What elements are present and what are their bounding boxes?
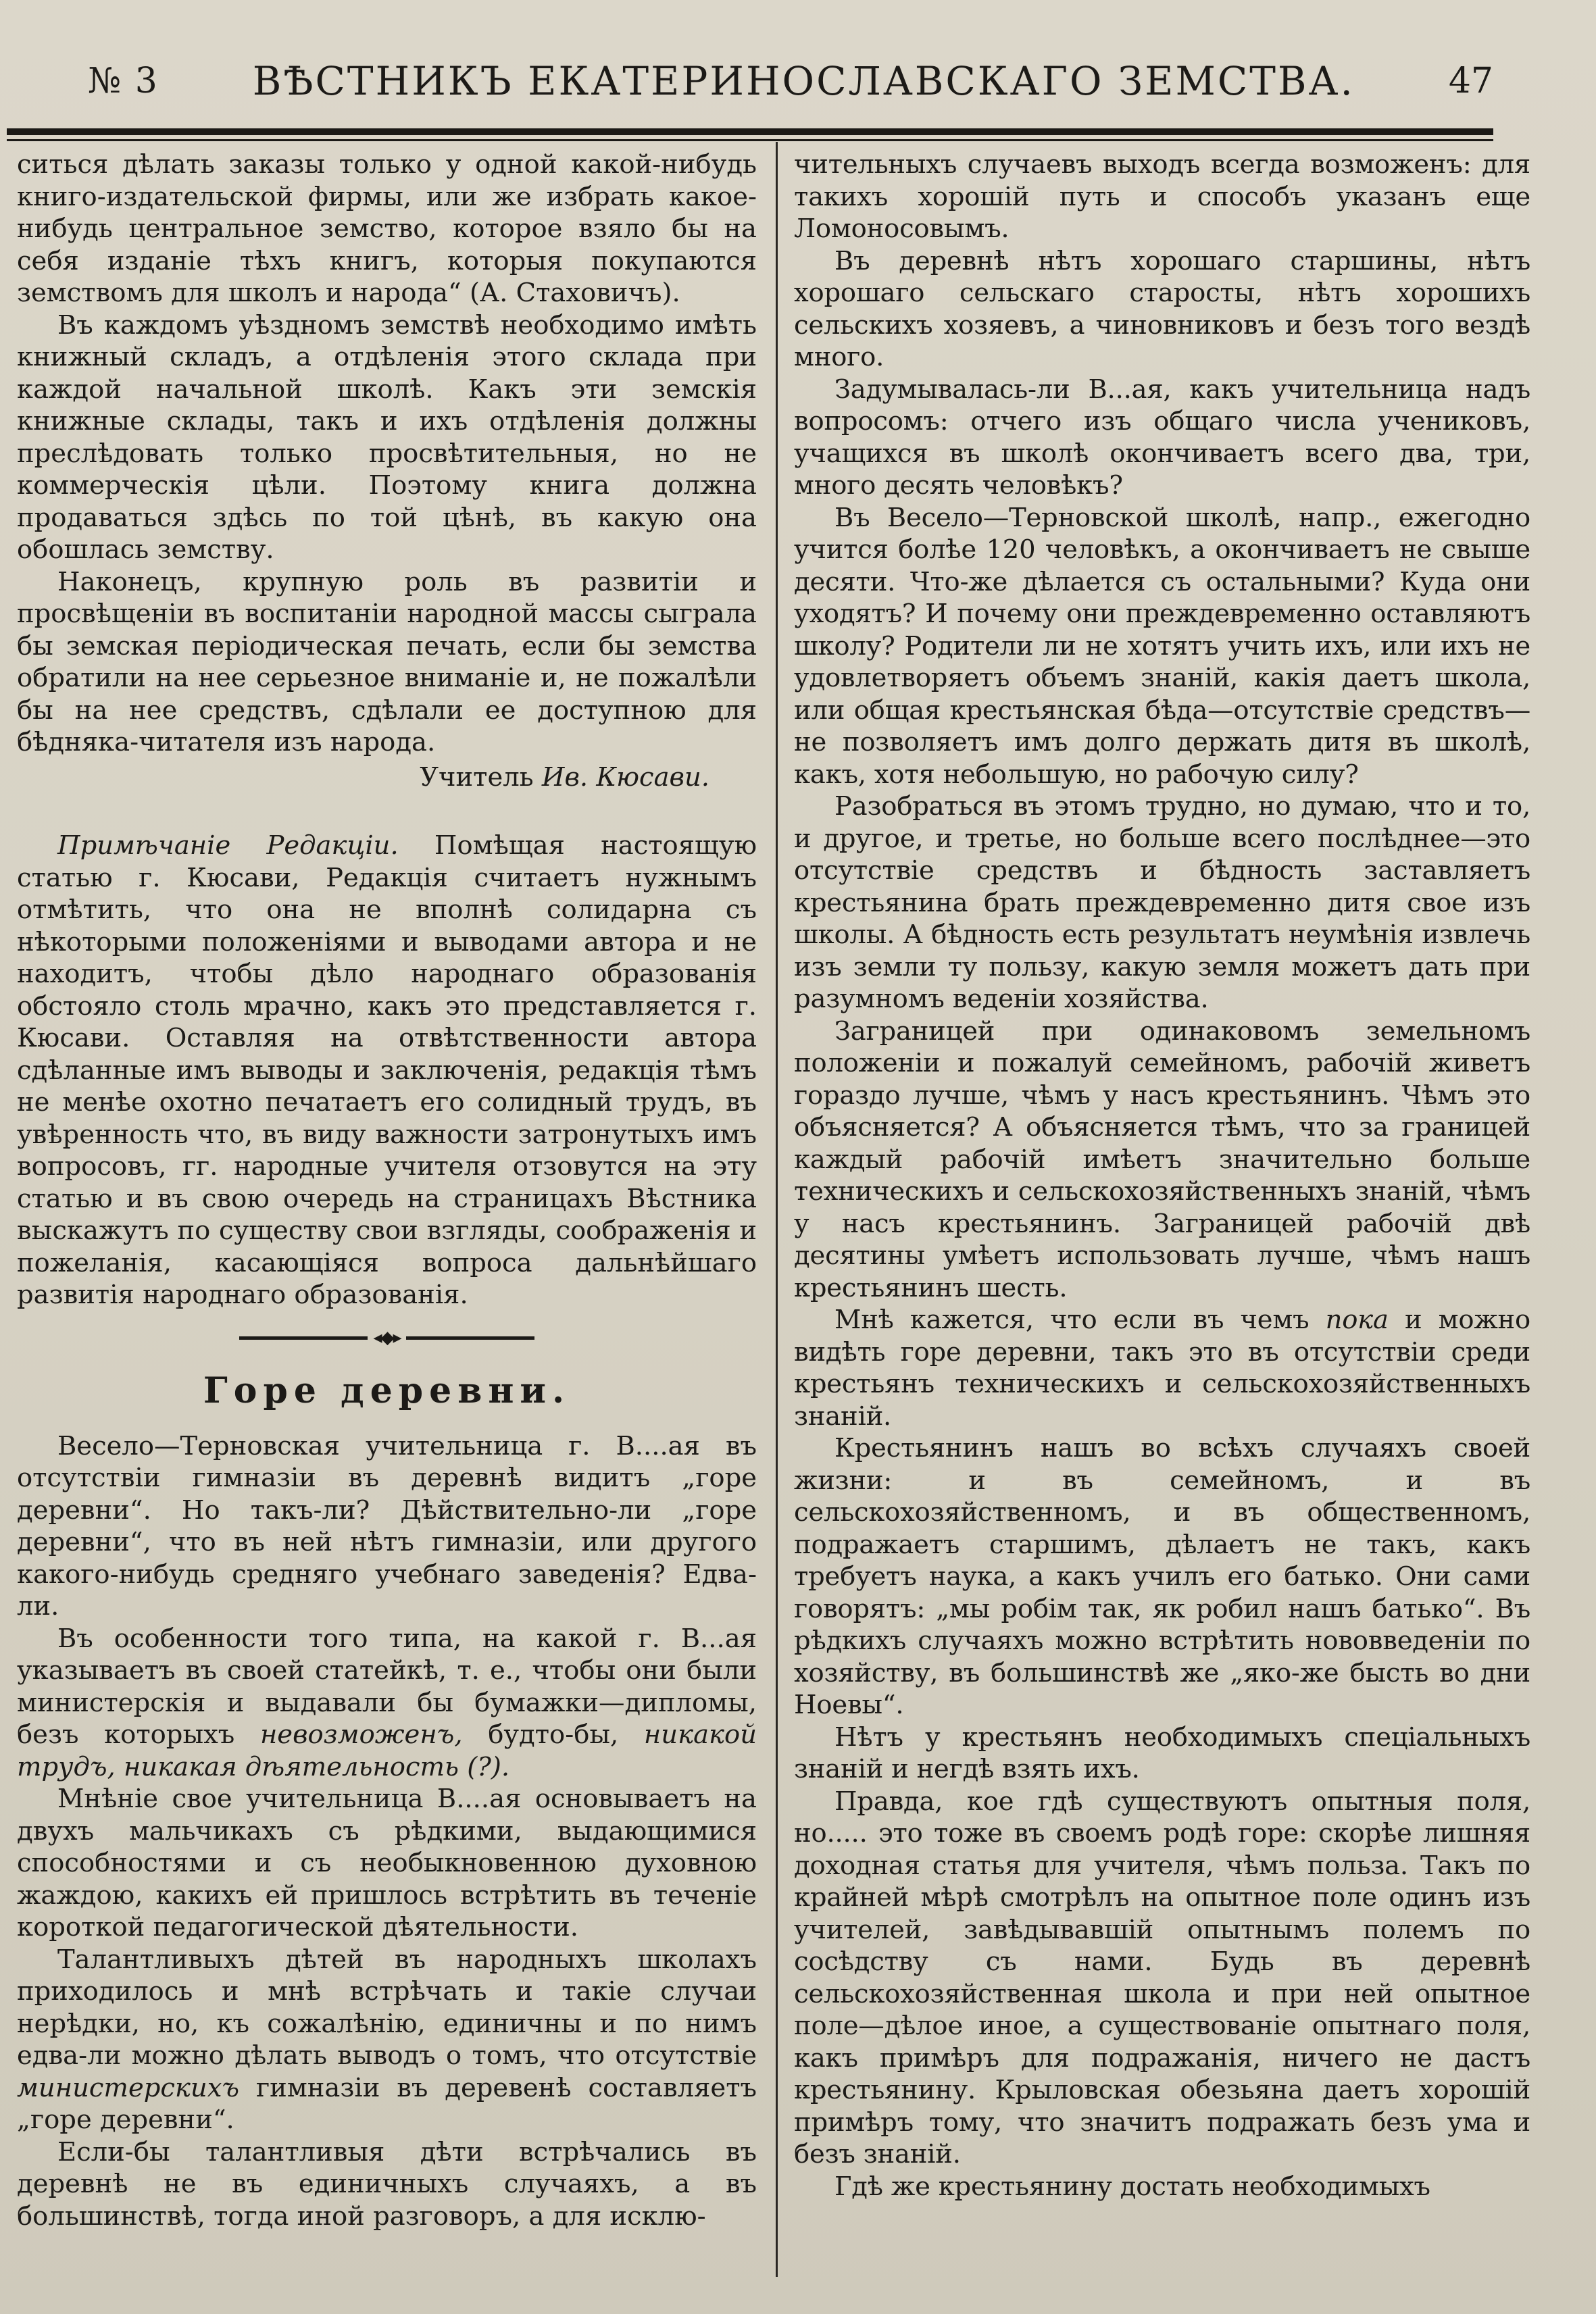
ornament-line-left (239, 1336, 368, 1340)
paragraph: Нѣтъ у крестьянъ необходимыхъ спеціальныхъ знаній и негдѣ взять ихъ. (794, 1721, 1530, 1784)
paragraph: Разобраться въ этомъ трудно, но думаю, что и то, и другое, и третье, но больше всего послѣднее—это отсутствіе средствъ и бѣдность заставляетъ крестьянина брать преждевременно дитя свое изъ школы. А бѣдность есть результатъ неумѣнія извлечь изъ земли ту пользу, какую земля можетъ дать при разумномъ веденіи хозяйства. (794, 791, 1530, 1014)
ornament-line-right (406, 1336, 534, 1340)
paragraph: Весело—Терновская учительница г. В....ая въ отсутствіи гимназіи въ деревнѣ видитъ „горе деревни“. Но такъ-ли? Дѣйствительно-ли „горе деревни“, что въ ней нѣтъ гимназіи, или другого какого-нибудь средняго учебнаго заведенія? Едва-ли. (17, 1430, 757, 1621)
paragraph: Правда, кое гдѣ существуютъ опытныя поля, но..... это тоже въ своемъ родѣ горе: скорѣе лишняя доходная статья для учителя, чѣмъ польза. Такъ по крайней мѣрѣ смотрѣлъ на опытное поле одинъ изъ учителей, завѣдывавшій опытнымъ полемъ по сосѣдству съ нами. Будь въ деревнѣ сельскохозяйственная школа и при ней опытное поле—дѣлое иное, а существованіе опытнаго поля, какъ примѣръ для подражанія, ничего не дастъ крестьянину. Крыловская обезьяна даетъ хорошій примѣръ тому, что значитъ подражать безъ ума и безъ знаній. (794, 1786, 1530, 2169)
paragraph: Мнѣніе свое учительница В....ая основываетъ на двухъ мальчикахъ съ рѣдкими, выдающимися способностями и съ необыкновенною духовною жаждою, какихъ ей пришлось встрѣтить въ теченіе короткой педагогической дѣятельности. (17, 1784, 757, 1942)
text-run: Мнѣ кажется, что если въ чемъ (834, 1305, 1326, 1335)
signature-prefix: Учитель (420, 761, 534, 793)
paragraph: Заграницей при одинаковомъ земельномъ положеніи и пожалуй семейномъ, рабочій живетъ гораздо лучше, чѣмъ у насъ крестьянинъ. Чѣмъ это объясняется? А объясняется тѣмъ, что за границей каждый рабочій имѣетъ значительно больше техническихъ и сельскохозяйственныхъ знаній, чѣмъ у насъ крестьянинъ. Заграницей рабочій двѣ десятины умѣетъ использовать лучше, чѣмъ нашъ крестьянинъ шесть. (794, 1015, 1530, 1303)
signature-name: Ив. Кюсави. (541, 761, 709, 793)
editorial-note (17, 830, 757, 1311)
emphasis: пока (1325, 1305, 1389, 1335)
issue-number: № 3 (88, 61, 159, 101)
emphasis: министерскихъ (17, 2072, 240, 2103)
journal-title: ВѢСТНИКЪ ЕКАТЕРИНОСЛАВСКАГО ЗЕМСТВА. (252, 58, 1355, 104)
section-title: Горе деревни. (203, 1369, 571, 1411)
paragraph (17, 1944, 757, 2136)
page-header (88, 47, 1493, 115)
author-signature (17, 761, 757, 794)
text-run: гимназіи въ деревенѣ составляетъ „горе деревни“. (17, 2072, 757, 2135)
header-rule-thick (7, 128, 1493, 135)
paragraph: Гдѣ же крестьянину достать необходимыхъ (834, 2171, 1430, 2202)
left-column (17, 149, 757, 2232)
text-run: Въ особенности того типа, на какой г. В...ая указываетъ въ своей статейкѣ, т. е., чтобы они были министерскія и выдавали бы бумажки—дипломы, безъ которыхъ (17, 1623, 757, 1750)
paragraph: Задумывалась-ли В...ая, какъ учительница надъ вопросомъ: отчего изъ общаго числа учениковъ, учащихся въ школѣ окончиваетъ всего два, три, много десять человѣкъ? (794, 374, 1530, 501)
section-ornament (17, 1327, 757, 1348)
paragraph (794, 1304, 1530, 1432)
emphasis: никакой трудъ, никакая дѣятельность (?). (17, 1719, 757, 1782)
paragraph: Въ Весело—Терновской школѣ, напр., ежегодно учится болѣе 120 человѣкъ, а окончиваетъ не свыше десяти. Что-же дѣлается съ остальными? Куда они уходятъ? И почему они преждевременно оставляютъ школу? Родители ли не хотятъ учить ихъ, или ихъ не удовлетворяетъ объемъ знаній, какія даетъ школа, или общая крестьянская бѣда—отсутствіе средствъ—не позволяетъ имъ долго держать дитя въ школѣ, какъ, хотя небольшую, но рабочую силу? (794, 502, 1530, 790)
note-text: Помѣщая настоящую статью г. Кюсави, Редакція считаетъ нужнымъ отмѣтить, что она не вполнѣ солидарна съ нѣкоторыми положеніями и выводами автора и не находитъ, чтобы дѣло народнаго образованія обстояло столь мрачно, какъ это представляется г. Кюсави. Оставляя на отвѣтственности автора сдѣланные имъ выводы и заключенія, редакція тѣмъ не менѣе охотно печатаетъ его солидный трудъ, въ увѣренность что, въ виду важности затронутыхъ имъ вопросовъ, гг. народные учителя отзовутся на эту статью и въ свою очередь на страницахъ Вѣстника выскажутъ по существу свои взгляды, соображенія и пожеланія, касающіяся вопроса дальнѣйшаго развитія народнаго образованія. (17, 830, 757, 1310)
paragraph: Въ деревнѣ нѣтъ хорошаго старшины, нѣтъ хорошаго сельскаго старосты, нѣтъ хорошихъ сельскихъ хозяевъ, а чиновниковъ и безъ того вездѣ много. (794, 245, 1530, 372)
text-run: и можно видѣть горе деревни, такъ это въ отсутствіи среди крестьянъ техническихъ и сельскохозяйственныхъ знаній. (794, 1305, 1530, 1432)
note-label: Примѣчаніе Редакціи. (57, 830, 399, 861)
paragraph: Крестьянинъ нашъ во всѣхъ случаяхъ своей жизни: и въ семейномъ, и въ сельскохозяйственномъ, и въ общественномъ, подражаетъ старшимъ, дѣлаетъ не такъ, какъ требуетъ наука, а какъ училъ его батько. Они сами говорятъ: „мы робім так, як робил нашъ батько“. Въ рѣдкихъ случаяхъ можно встрѣтить нововведеніи по хозяйству, въ большинствѣ же „яко-же бысть во дни Ноевы“. (794, 1433, 1530, 1720)
paragraph: Въ каждомъ уѣздномъ земствѣ необходимо имѣть книжный складъ, а отдѣленія этого склада при каждой начальной школѣ. Какъ эти земскія книжные склады, такъ и ихъ отдѣленія должны преслѣдовать только просвѣтительныя, но не коммерческія цѣли. Поэтому книга должна продаваться здѣсь по той цѣнѣ, въ какую она обошлась земству. (17, 309, 757, 565)
ornament-icon: ◂◆▸ (373, 1327, 401, 1348)
paragraph: ситься дѣлать заказы только у одной какой-нибудь книго-издательской фирмы, или же избрать какое-нибудь центральное земство, которое взяло бы на себя изданіе тѣхъ книгъ, которыя покупаются земствомъ для школъ и народа“ (А. Стаховичъ). (17, 149, 757, 308)
paragraph: чительныхъ случаевъ выходъ всегда возможенъ: для такихъ хорошій путь и способъ указанъ еще Ломоносовымъ. (794, 149, 1530, 244)
text-run: Талантливыхъ дѣтей въ народныхъ школахъ приходилось и мнѣ встрѣчать и такіе случаи нерѣдки, но, къ сожалѣнію, единичны и по нимъ едва-ли можно дѣлать выводъ о томъ, что отсутствіе (17, 1944, 757, 2071)
right-column (794, 149, 1530, 2203)
paragraph: Наконецъ, крупную роль въ развитіи и просвѣщеніи въ воспитаніи народной массы сыграла бы земская періодическая печать, если бы земства обратили на нее серьезное вниманіе и, не пожалѣли бы на нее средствъ, сдѣлали ее доступною для бѣдняка-читателя изъ народа. (17, 566, 757, 757)
paragraph (17, 1623, 757, 1784)
page-number: 47 (1448, 61, 1493, 101)
header-rule-thin (7, 139, 1493, 141)
column-divider (776, 142, 778, 2277)
text-run: будто-бы, (462, 1719, 644, 1750)
emphasis: невозможенъ, (259, 1719, 463, 1750)
paragraph: Если-бы талантливыя дѣти встрѣчались въ деревнѣ не въ единичныхъ случаяхъ, а въ большинствѣ, тогда иной разговоръ, а для исклю- (17, 2136, 757, 2232)
